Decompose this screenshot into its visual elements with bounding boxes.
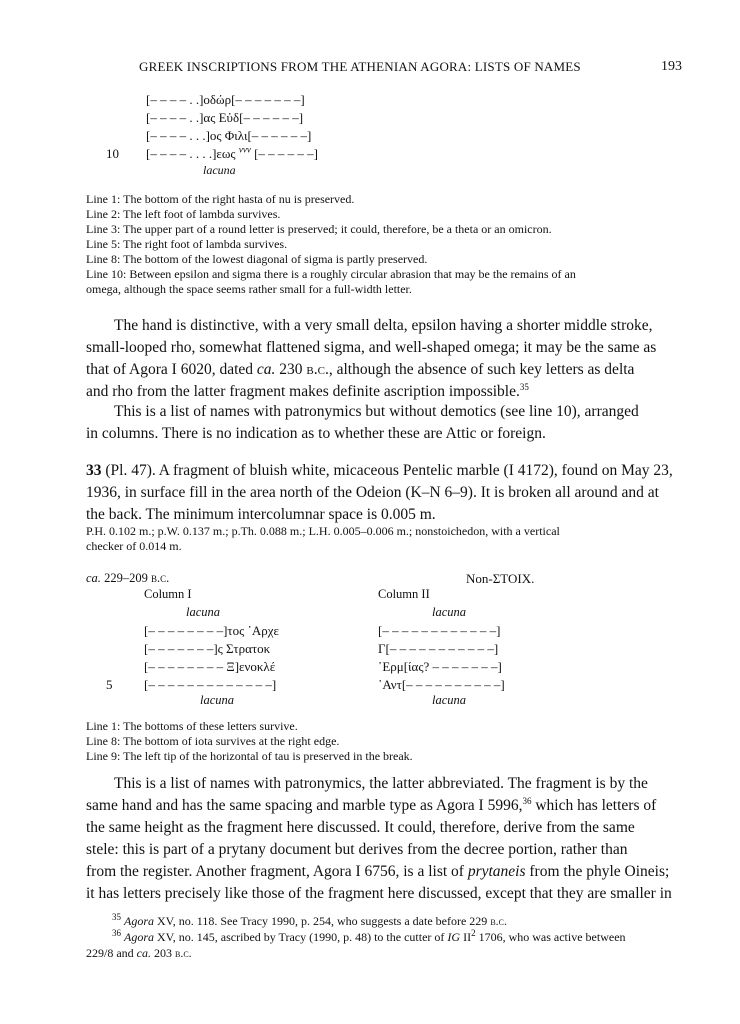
para-line: that of Agora I 6020, dated ca. 230 b.c., although the absence of such key letters as delta bbox=[86, 361, 635, 378]
para-line: in columns. There is no indication as to whether these are Attic or foreign. bbox=[86, 425, 546, 442]
line-number: 10 bbox=[106, 146, 119, 161]
column-2-title: Column II bbox=[378, 587, 430, 601]
para-line: it has letters precisely like those of the fragment here discussed, except that they are smaller in bbox=[86, 885, 672, 902]
col1-line: [– – – – – – – – – – – – –] bbox=[144, 677, 277, 692]
col2-line: [– – – – – – – – – – – –] bbox=[378, 623, 501, 638]
note-line: Line 10: Between epsilon and sigma there is a roughly circular abrasion that may be the remains of an bbox=[86, 267, 576, 281]
col2-line: Γ[– – – – – – – – – – –] bbox=[378, 641, 499, 656]
note-line: Line 9: The left tip of the horizontal of tau is preserved in the break. bbox=[86, 749, 413, 763]
para-line: and rho from the latter fragment makes definite ascription impossible.$^{35}$ bbox=[86, 381, 529, 400]
inscription-line: [– – – – . .]ας Εὐδ[– – – – – –] bbox=[146, 110, 304, 125]
col2-line: ῾Ερμ[ίας? – – – – – – –] bbox=[378, 659, 502, 674]
line-number: 5 bbox=[106, 677, 113, 692]
para-line: same hand and has the same spacing and marble type as Agora I 5996,36 which has letters of bbox=[86, 795, 657, 814]
note-line: Line 8: The bottom of the lowest diagonal of sigma is partly preserved. bbox=[86, 252, 428, 266]
date-label: ca. 229–209 b.c. bbox=[86, 571, 170, 585]
measurements bbox=[86, 524, 696, 554]
para-line: the back. The minimum intercolumnar space is 0.005 m. bbox=[86, 506, 436, 523]
column-1-title: Column I bbox=[144, 587, 192, 601]
note-line: Line 2: The left foot of lambda survives. bbox=[86, 207, 281, 221]
footnotes bbox=[86, 913, 696, 961]
para-line: small-looped rho, somewhat flattened sigma, and well-shaped omega; it may be the same as bbox=[86, 339, 657, 356]
paragraph-patronymics bbox=[86, 773, 696, 905]
lacuna-label: lacuna bbox=[200, 693, 235, 707]
apparatus-notes-2 bbox=[86, 719, 696, 764]
entry-number: 33 bbox=[86, 462, 102, 479]
meta-line: checker of 0.014 m. bbox=[86, 539, 182, 553]
running-title: GREEK INSCRIPTIONS FROM THE ATHENIAN AGORA: LISTS OF NAMES bbox=[139, 59, 581, 74]
paragraph-list bbox=[86, 401, 696, 445]
para-line: This is a list of names with patronymics but without demotics (see line 10), arranged bbox=[114, 403, 639, 420]
note-line: Line 3: The upper part of a round letter is preserved; it could, therefore, be a theta or an omicron. bbox=[86, 222, 552, 236]
lacuna-label: lacuna bbox=[186, 605, 221, 619]
vacat-mark: vvv bbox=[238, 144, 251, 155]
para-line: from the register. Another fragment, Agora I 6756, is a list of prytaneis from the phyle Oineis; bbox=[86, 863, 670, 880]
para-line: the same height as the fragment here discussed. It could, therefore, derive from the same bbox=[86, 819, 635, 836]
footnote-ref-36[interactable]: 36 bbox=[522, 795, 532, 806]
footnote-36: $^{36}$ Agora XV, no. 145, ascribed by Tracy (1990, p. 48) to the cutter of IG $II^2$ 1706, who was active between bbox=[112, 928, 626, 944]
inscription-line: [– – – – . .]οδώρ[– – – – – – –] bbox=[146, 92, 305, 107]
para-line: This is a list of names with patronymics, the latter abbreviated. The fragment is by the bbox=[114, 775, 648, 792]
para-line: stele: this is part of a prytany document but derives from the decree portion, rather than bbox=[86, 841, 628, 858]
lacuna-label: lacuna bbox=[432, 693, 467, 707]
inscription-line: [– – – – . . .]ος Φιλι[– – – – – –] bbox=[146, 128, 312, 143]
col2-line: ᾿Αντ[– – – – – – – – – –] bbox=[378, 677, 505, 692]
col1-line: [– – – – – – – – Ξ]ενοκλέ bbox=[144, 659, 276, 674]
running-header bbox=[0, 59, 740, 77]
para-line: 1936, in surface fill in the area north of the Odeion (K–N 6–9). It is broken all around and at bbox=[86, 484, 659, 501]
footnote-35: $^{35}$ Agora XV, no. 118. See Tracy 1990, p. 254, who suggests a date before 229 b.c. bbox=[112, 912, 507, 928]
lacuna-label: lacuna bbox=[432, 605, 467, 619]
col1-line: [– – – – – – –]ς Στρατοκ bbox=[144, 641, 271, 656]
col1-line: [– – – – – – – –]τος ᾿Αρχε bbox=[144, 623, 279, 638]
entry-33 bbox=[86, 460, 696, 526]
footnote-36-cont: 229/8 and ca. 203 b.c. bbox=[86, 946, 192, 960]
note-line: Line 1: The bottom of the right hasta of nu is preserved. bbox=[86, 192, 355, 206]
para-line: 33 (Pl. 47). A fragment of bluish white, micaceous Pentelic marble (I 4172), found on May 23, bbox=[86, 462, 673, 479]
footnote-ref-35[interactable]: 35 bbox=[519, 381, 529, 392]
note-line: Line 8: The bottom of iota survives at the right edge. bbox=[86, 734, 340, 748]
meta-line: P.H. 0.102 m.; p.W. 0.137 m.; p.Th. 0.088 m.; L.H. 0.005–0.006 m.; nonstoichedon, with a vertical bbox=[86, 524, 560, 538]
stoichedon-label: Non-ΣΤΟΙΧ. bbox=[466, 571, 535, 586]
page-number: 193 bbox=[661, 59, 682, 74]
note-line: Line 5: The right foot of lambda survives. bbox=[86, 237, 288, 251]
note-line: Line 1: The bottoms of these letters survive. bbox=[86, 719, 298, 733]
lacuna-label: lacuna bbox=[203, 163, 236, 177]
note-line: omega, although the space seems rather small for a full-width letter. bbox=[86, 282, 412, 296]
paragraph-hand bbox=[86, 315, 696, 403]
inscription-line: [– – – – . . . .]εως $^{vvv}$ [– – – – – –] bbox=[146, 144, 318, 161]
apparatus-notes-1 bbox=[86, 192, 696, 297]
para-line: The hand is distinctive, with a very small delta, epsilon having a shorter middle stroke, bbox=[114, 317, 653, 334]
